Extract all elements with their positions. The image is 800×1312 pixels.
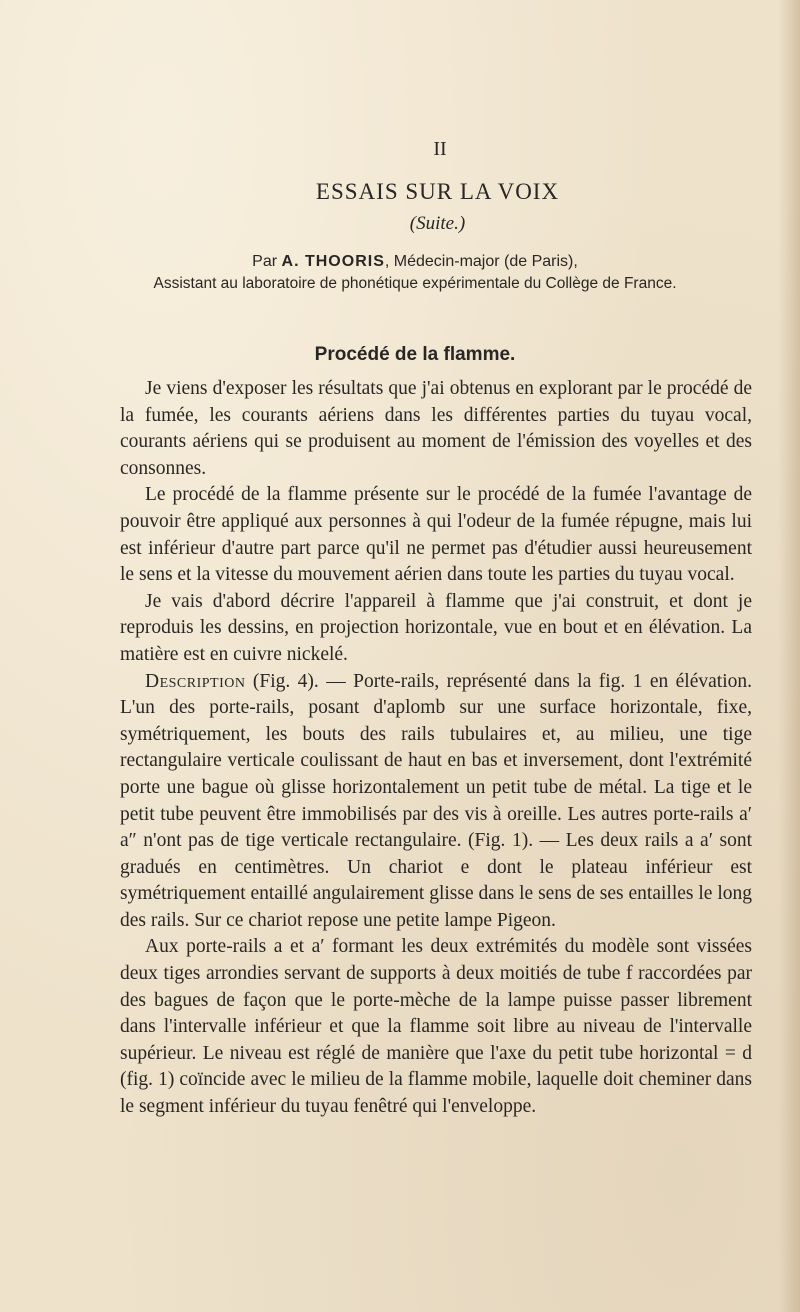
article-body	[120, 376, 752, 1121]
paragraph: Je vais d'abord décrire l'appareil à flamme que j'ai construit, et dont je reproduis les dessins, en projection horizontale, vue en bout et en élévation. La matière est en cuivre nickelé.	[120, 590, 752, 665]
article-header	[0, 138, 800, 293]
continued-note: (Suite.)	[409, 213, 466, 234]
article-title: ESSAIS SUR LA VOIX	[315, 179, 560, 204]
section-heading: Procédé de la flamme.	[314, 344, 516, 365]
paragraph: Je viens d'exposer les résultats que j'ai obtenus en explorant par le procédé de la fumée, les courants aériens dans les différentes parties du tuyau vocal, courants aériens qui se produisent au moment de l'émission des voyelles et des consonnes.	[120, 378, 752, 479]
description-label: Description	[145, 670, 246, 692]
byline-prefix: Par	[252, 253, 278, 270]
chapter-number: II	[433, 138, 447, 160]
paragraph-description	[120, 669, 752, 935]
paragraph: Aux porte-rails a et a′ formant les deux extrémités du modèle sont vissées deux tiges arrondies servant de supports à deux moitiés de tube f raccordées par des bagues de façon que le porte-mèche de la lampe puisse passer librement dans l'intervalle inférieur et que la flamme soit libre au niveau de l'intervalle supérieur. Le niveau est réglé de manière que l'axe du petit tube horizontal = d (fig. 1) coïncide avec le milieu de la flamme mobile, laquelle doit cheminer dans le segment inférieur du tuyau fenêtré qui l'enveloppe.	[120, 936, 752, 1118]
author-title: , Médecin-major (de Paris),	[384, 253, 578, 270]
author-name: A. THOORIS	[281, 253, 385, 270]
paragraph: Le procédé de la flamme présente sur le procédé de la fumée l'avantage de pouvoir être appliqué aux personnes à qui l'odeur de la fumée répugne, mais lui est inférieur d'autre part parce qu'il ne permet pas d'étudier aussi heureusement le sens et la vitesse du mouvement aérien dans toute les parties du tuyau vocal.	[120, 484, 752, 586]
author-affiliation: Assistant au laboratoire de phonétique expérimentale du Collège de France.	[153, 275, 677, 292]
description-text: (Fig. 4). — Porte-rails, représenté dans la fig. 1 en élévation. L'un des porte-rails, posant d'aplomb sur une surface horizontale, fixe, symétriquement, les bouts des rails tubulaires et, au milieu, une tige rectangulaire verticale coulissant de haut en bas et inversement, dont l'extrémité porte une bague où glisse horizontalement un petit tube de métal. La tige et le petit tube peuvent être immobilisés par des vis à oreille. Les autres porte-rails a′ a″ n'ont pas de tige verticale rectangulaire. (Fig. 1). — Les deux rails a a′ sont gradués en centimètres. Un chariot e dont le plateau inférieur est symétriquement entaillé angulairement glisse dans le sens de ses entailles le long des rails. Sur ce chariot repose une petite lampe Pigeon.	[120, 670, 752, 931]
byline	[0, 253, 800, 271]
